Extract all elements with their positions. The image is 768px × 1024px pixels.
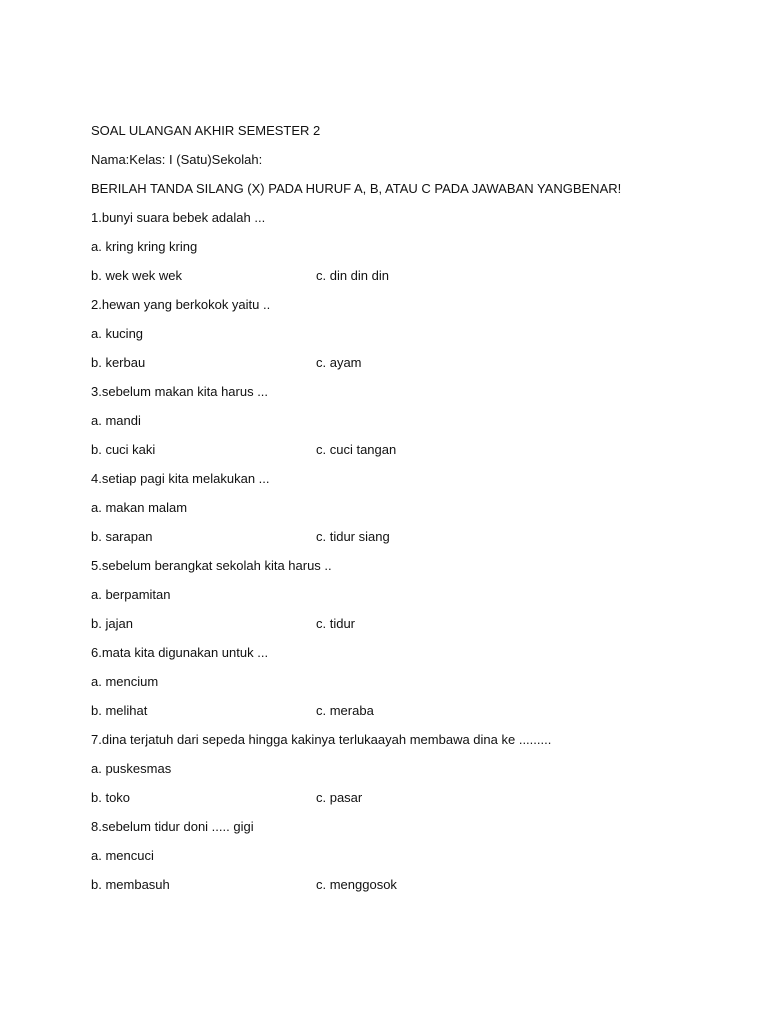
question-text: 8.sebelum tidur doni ..... gigi (91, 819, 254, 834)
option-b: b. melihat (91, 703, 148, 718)
options-row (91, 355, 711, 384)
question-1 (91, 210, 711, 297)
option-b: b. toko (91, 790, 131, 805)
option-c: c. menggosok (316, 877, 397, 892)
option-a: a. kucing (91, 326, 144, 341)
option-a: a. mencium (91, 674, 159, 689)
identity-line: Nama:Kelas: I (Satu)Sekolah: (91, 152, 263, 167)
options-row (91, 268, 711, 297)
option-a: a. berpamitan (91, 587, 171, 602)
question-text: 3.sebelum makan kita harus ... (91, 384, 269, 399)
option-b: b. wek wek wek (91, 268, 183, 283)
option-c: c. tidur siang (316, 529, 390, 544)
document-title: SOAL ULANGAN AKHIR SEMESTER 2 (91, 123, 321, 138)
question-text: 1.bunyi suara bebek adalah ... (91, 210, 266, 225)
question-3 (91, 384, 711, 471)
option-c: c. tidur (316, 616, 356, 631)
question-5 (91, 558, 711, 645)
question-text: 7.dina terjatuh dari sepeda hingga kakinya terlukaayah membawa dina ke ......... (91, 732, 552, 747)
question-text: 4.setiap pagi kita melakukan ... (91, 471, 270, 486)
options-row (91, 703, 711, 732)
option-c: c. ayam (316, 355, 362, 370)
options-row (91, 616, 711, 645)
option-a: a. mencuci (91, 848, 154, 863)
question-2 (91, 297, 711, 384)
question-8 (91, 819, 711, 906)
option-b: b. jajan (91, 616, 133, 631)
options-row (91, 529, 711, 558)
option-c: c. din din din (316, 268, 389, 283)
question-7 (91, 732, 711, 819)
options-row (91, 790, 711, 819)
option-b: b. kerbau (91, 355, 146, 370)
option-a: a. puskesmas (91, 761, 172, 776)
option-c: c. pasar (316, 790, 363, 805)
option-a: a. mandi (91, 413, 141, 428)
options-row (91, 877, 711, 906)
instruction-text: BERILAH TANDA SILANG (X) PADA HURUF A, B, ATAU C PADA JAWABAN YANGBENAR! (91, 181, 622, 196)
question-text: 5.sebelum berangkat sekolah kita harus .. (91, 558, 332, 573)
option-b: b. sarapan (91, 529, 153, 544)
option-b: b. cuci kaki (91, 442, 156, 457)
option-a: a. kring kring kring (91, 239, 198, 254)
option-b: b. membasuh (91, 877, 170, 892)
options-row (91, 442, 711, 471)
question-text: 2.hewan yang berkokok yaitu .. (91, 297, 271, 312)
question-4 (91, 471, 711, 558)
option-a: a. makan malam (91, 500, 188, 515)
document-page (91, 123, 711, 906)
option-c: c. cuci tangan (316, 442, 397, 457)
option-c: c. meraba (316, 703, 374, 718)
question-6 (91, 645, 711, 732)
question-text: 6.mata kita digunakan untuk ... (91, 645, 269, 660)
